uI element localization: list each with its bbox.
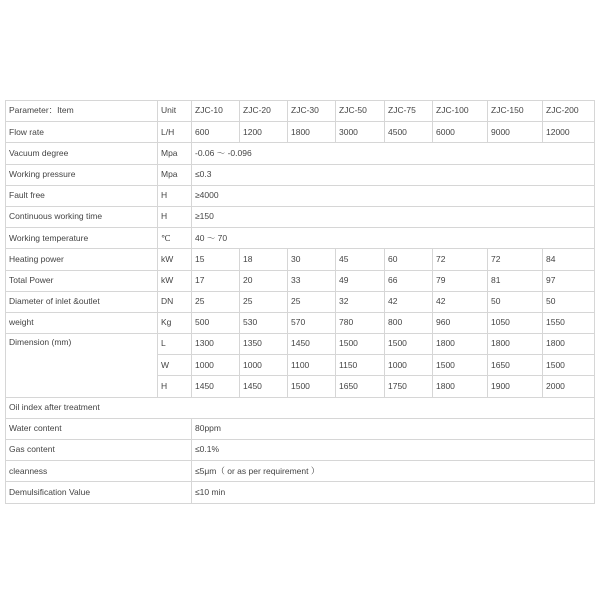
header-model: ZJC-75 xyxy=(385,101,433,122)
cell-value: 1800 xyxy=(543,334,595,355)
header-row xyxy=(6,101,595,122)
header-model: ZJC-10 xyxy=(192,101,240,122)
cell-value: 1150 xyxy=(336,355,385,376)
row-unit: H xyxy=(158,206,192,227)
cell-value: 1500 xyxy=(543,355,595,376)
cell-value: 9000 xyxy=(488,122,543,143)
cell-value: 1500 xyxy=(385,334,433,355)
cell-value: 30 xyxy=(288,249,336,270)
row-label: Dimension (mm) xyxy=(6,334,158,398)
cell-value: ≤5μm（ or as per requirement ） xyxy=(192,461,595,482)
row-water-content xyxy=(6,418,595,439)
row-label: Diameter of inlet &outlet xyxy=(6,291,158,312)
row-unit: kW xyxy=(158,249,192,270)
cell-value: 49 xyxy=(336,270,385,291)
cell-value: 4500 xyxy=(385,122,433,143)
row-unit: L/H xyxy=(158,122,192,143)
row-label: Heating power xyxy=(6,249,158,270)
row-gas-content xyxy=(6,440,595,461)
row-label: weight xyxy=(6,312,158,333)
cell-value: 570 xyxy=(288,312,336,333)
cell-value: 1100 xyxy=(288,355,336,376)
row-fault-free xyxy=(6,185,595,206)
cell-value: 1550 xyxy=(543,312,595,333)
cell-value: 960 xyxy=(433,312,488,333)
row-vacuum-degree xyxy=(6,143,595,164)
cell-value: 17 xyxy=(192,270,240,291)
cell-value: 84 xyxy=(543,249,595,270)
cell-value: 1800 xyxy=(433,334,488,355)
row-label: Demulsification Value xyxy=(6,482,192,503)
cell-value: 72 xyxy=(488,249,543,270)
cell-value: 32 xyxy=(336,291,385,312)
cell-value: 1200 xyxy=(240,122,288,143)
row-label: Vacuum degree xyxy=(6,143,158,164)
cell-value: 800 xyxy=(385,312,433,333)
cell-value: 1450 xyxy=(192,376,240,397)
cell-value: 80ppm xyxy=(192,418,595,439)
cell-value: 2000 xyxy=(543,376,595,397)
cell-value: ≥150 xyxy=(192,206,595,227)
row-unit: Mpa xyxy=(158,143,192,164)
cell-value: 1050 xyxy=(488,312,543,333)
row-unit: DN xyxy=(158,291,192,312)
cell-value: 50 xyxy=(543,291,595,312)
cell-value: 25 xyxy=(192,291,240,312)
header-model: ZJC-200 xyxy=(543,101,595,122)
cell-value: 79 xyxy=(433,270,488,291)
row-unit: kW xyxy=(158,270,192,291)
cell-value: 1650 xyxy=(488,355,543,376)
section-heading: Oil index after treatment xyxy=(6,397,595,418)
header-unit: Unit xyxy=(158,101,192,122)
row-unit: H xyxy=(158,185,192,206)
cell-value: 18 xyxy=(240,249,288,270)
cell-value: 1800 xyxy=(288,122,336,143)
cell-value: 1900 xyxy=(488,376,543,397)
cell-value: 1000 xyxy=(385,355,433,376)
row-unit: L xyxy=(158,334,192,355)
row-label: Flow rate xyxy=(6,122,158,143)
row-working-pressure xyxy=(6,164,595,185)
row-unit: H xyxy=(158,376,192,397)
cell-value: 1350 xyxy=(240,334,288,355)
cell-value: 15 xyxy=(192,249,240,270)
row-total-power xyxy=(6,270,595,291)
cell-value: 97 xyxy=(543,270,595,291)
row-flow-rate xyxy=(6,122,595,143)
cell-value: 1450 xyxy=(240,376,288,397)
row-heating-power xyxy=(6,249,595,270)
row-weight xyxy=(6,312,595,333)
cell-value: 1450 xyxy=(288,334,336,355)
row-label: Gas content xyxy=(6,440,192,461)
cell-value: 1300 xyxy=(192,334,240,355)
header-model: ZJC-30 xyxy=(288,101,336,122)
cell-value: 500 xyxy=(192,312,240,333)
cell-value: 3000 xyxy=(336,122,385,143)
cell-value: 45 xyxy=(336,249,385,270)
cell-value: 66 xyxy=(385,270,433,291)
row-label: Water content xyxy=(6,418,192,439)
row-unit: Kg xyxy=(158,312,192,333)
cell-value: 60 xyxy=(385,249,433,270)
spec-table xyxy=(5,100,595,504)
row-continuous-working-time xyxy=(6,206,595,227)
cell-value: 20 xyxy=(240,270,288,291)
row-diameter xyxy=(6,291,595,312)
cell-value: 42 xyxy=(385,291,433,312)
cell-value: 600 xyxy=(192,122,240,143)
cell-value: 1800 xyxy=(488,334,543,355)
cell-value: 12000 xyxy=(543,122,595,143)
cell-value: 40 ～ 70 xyxy=(192,228,595,249)
cell-value: 25 xyxy=(240,291,288,312)
row-dimension-l xyxy=(6,334,595,355)
row-working-temperature xyxy=(6,228,595,249)
row-cleanness xyxy=(6,461,595,482)
row-label: Working pressure xyxy=(6,164,158,185)
cell-value: ≥4000 xyxy=(192,185,595,206)
header-model: ZJC-50 xyxy=(336,101,385,122)
row-label: Continuous working time xyxy=(6,206,158,227)
cell-value: 6000 xyxy=(433,122,488,143)
cell-value: 1800 xyxy=(433,376,488,397)
cell-value: 1500 xyxy=(433,355,488,376)
header-model: ZJC-100 xyxy=(433,101,488,122)
cell-value: ≤0.1% xyxy=(192,440,595,461)
cell-value: 1500 xyxy=(336,334,385,355)
cell-value: 1500 xyxy=(288,376,336,397)
cell-value: 1000 xyxy=(240,355,288,376)
cell-value: ≤10 min xyxy=(192,482,595,503)
cell-value: 25 xyxy=(288,291,336,312)
row-label: cleanness xyxy=(6,461,192,482)
row-unit: Mpa xyxy=(158,164,192,185)
cell-value: 42 xyxy=(433,291,488,312)
cell-value: 81 xyxy=(488,270,543,291)
cell-value: 1000 xyxy=(192,355,240,376)
row-unit: ℃ xyxy=(158,228,192,249)
cell-value: 780 xyxy=(336,312,385,333)
cell-value: ≤0.3 xyxy=(192,164,595,185)
header-model: ZJC-150 xyxy=(488,101,543,122)
cell-value: 33 xyxy=(288,270,336,291)
row-label: Total Power xyxy=(6,270,158,291)
row-oil-index xyxy=(6,397,595,418)
cell-value: 72 xyxy=(433,249,488,270)
cell-value: 1650 xyxy=(336,376,385,397)
row-label: Working temperature xyxy=(6,228,158,249)
row-label: Fault free xyxy=(6,185,158,206)
cell-value: 530 xyxy=(240,312,288,333)
header-model: ZJC-20 xyxy=(240,101,288,122)
header-parameter: Parameter：Item xyxy=(6,101,158,122)
cell-value: 1750 xyxy=(385,376,433,397)
row-unit: W xyxy=(158,355,192,376)
row-demulsification xyxy=(6,482,595,503)
cell-value: -0.06 ～ -0.096 xyxy=(192,143,595,164)
cell-value: 50 xyxy=(488,291,543,312)
